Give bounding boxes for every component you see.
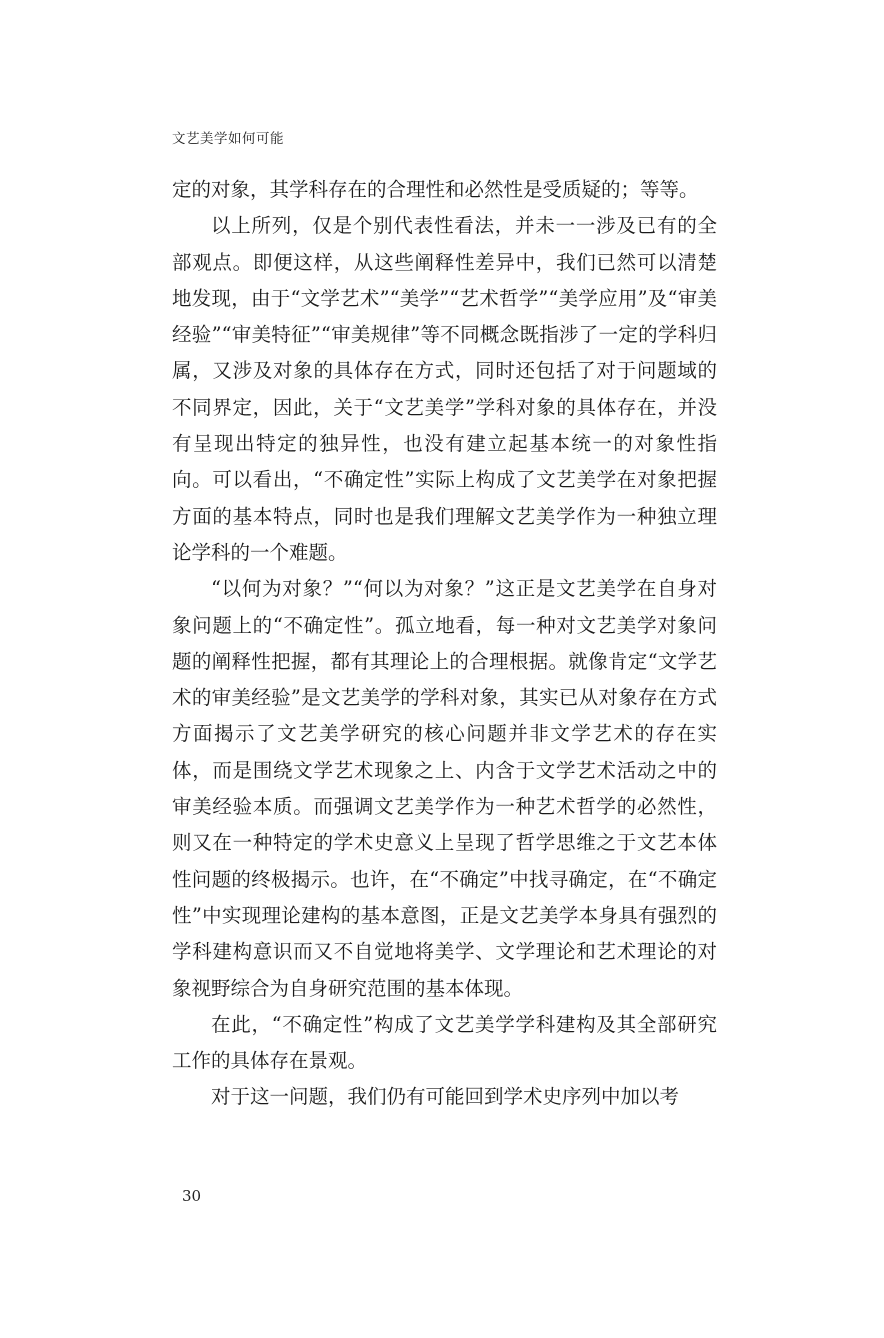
body-text <box>172 172 717 1116</box>
running-head: 文艺美学如何可能 <box>172 131 284 147</box>
paragraph: 以上所列，仅是个别代表性看法，并未一一涉及已有的全部观点。即便这样，从这些阐释性差异中，我们已然可以清楚地发现，由于“文学艺术”“美学”“艺术哲学”“美学应用”及“审美经验”“审美特征”“审美规律”等不同概念既指涉了一定的学科归属，又涉及对象的具体存在方式，同时还包括了对于问题域的不同界定，因此，关于“文艺美学”学科对象的具体存在，并没有呈现出特定的独异性，也没有建立起基本统一的对象性指向。可以看出，“不确定性”实际上构成了文艺美学在对象把握方面的基本特点，同时也是我们理解文艺美学作为一种独立理论学科的一个难题。 <box>172 214 717 564</box>
paragraph-continued: 定的对象，其学科存在的合理性和必然性是受质疑的；等等。 <box>172 178 699 201</box>
paragraph: 在此，“不确定性”构成了文艺美学学科建构及其全部研究工作的具体存在景观。 <box>172 1012 717 1073</box>
page-number: 30 <box>182 1187 202 1205</box>
paragraph: “以何为对象？”“何以为对象？”这正是文艺美学在自身对象问题上的“不确定性”。孤立地看，每一种对文艺美学对象问题的阐释性把握，都有其理论上的合理根据。就像肯定“文学艺术的审美经验”是文艺美学的学科对象，其实已从对象存在方式方面揭示了文艺美学研究的核心问题并非文学艺术的存在实体，而是围绕文学艺术现象之上、内含于文学艺术活动之中的审美经验本质。而强调文艺美学作为一种艺术哲学的必然性，则又在一种特定的学术史意义上呈现了哲学思维之于文艺本体性问题的终极揭示。也许，在“不确定”中找寻确定，在“不确定性”中实现理论建构的基本意图，正是文艺美学本身具有强烈的学科建构意识而又不自觉地将美学、文学理论和艺术理论的对象视野综合为自身研究范围的基本体现。 <box>172 577 717 1000</box>
paragraph: 对于这一问题，我们仍有可能回到学术史序列中加以考 <box>211 1085 680 1109</box>
